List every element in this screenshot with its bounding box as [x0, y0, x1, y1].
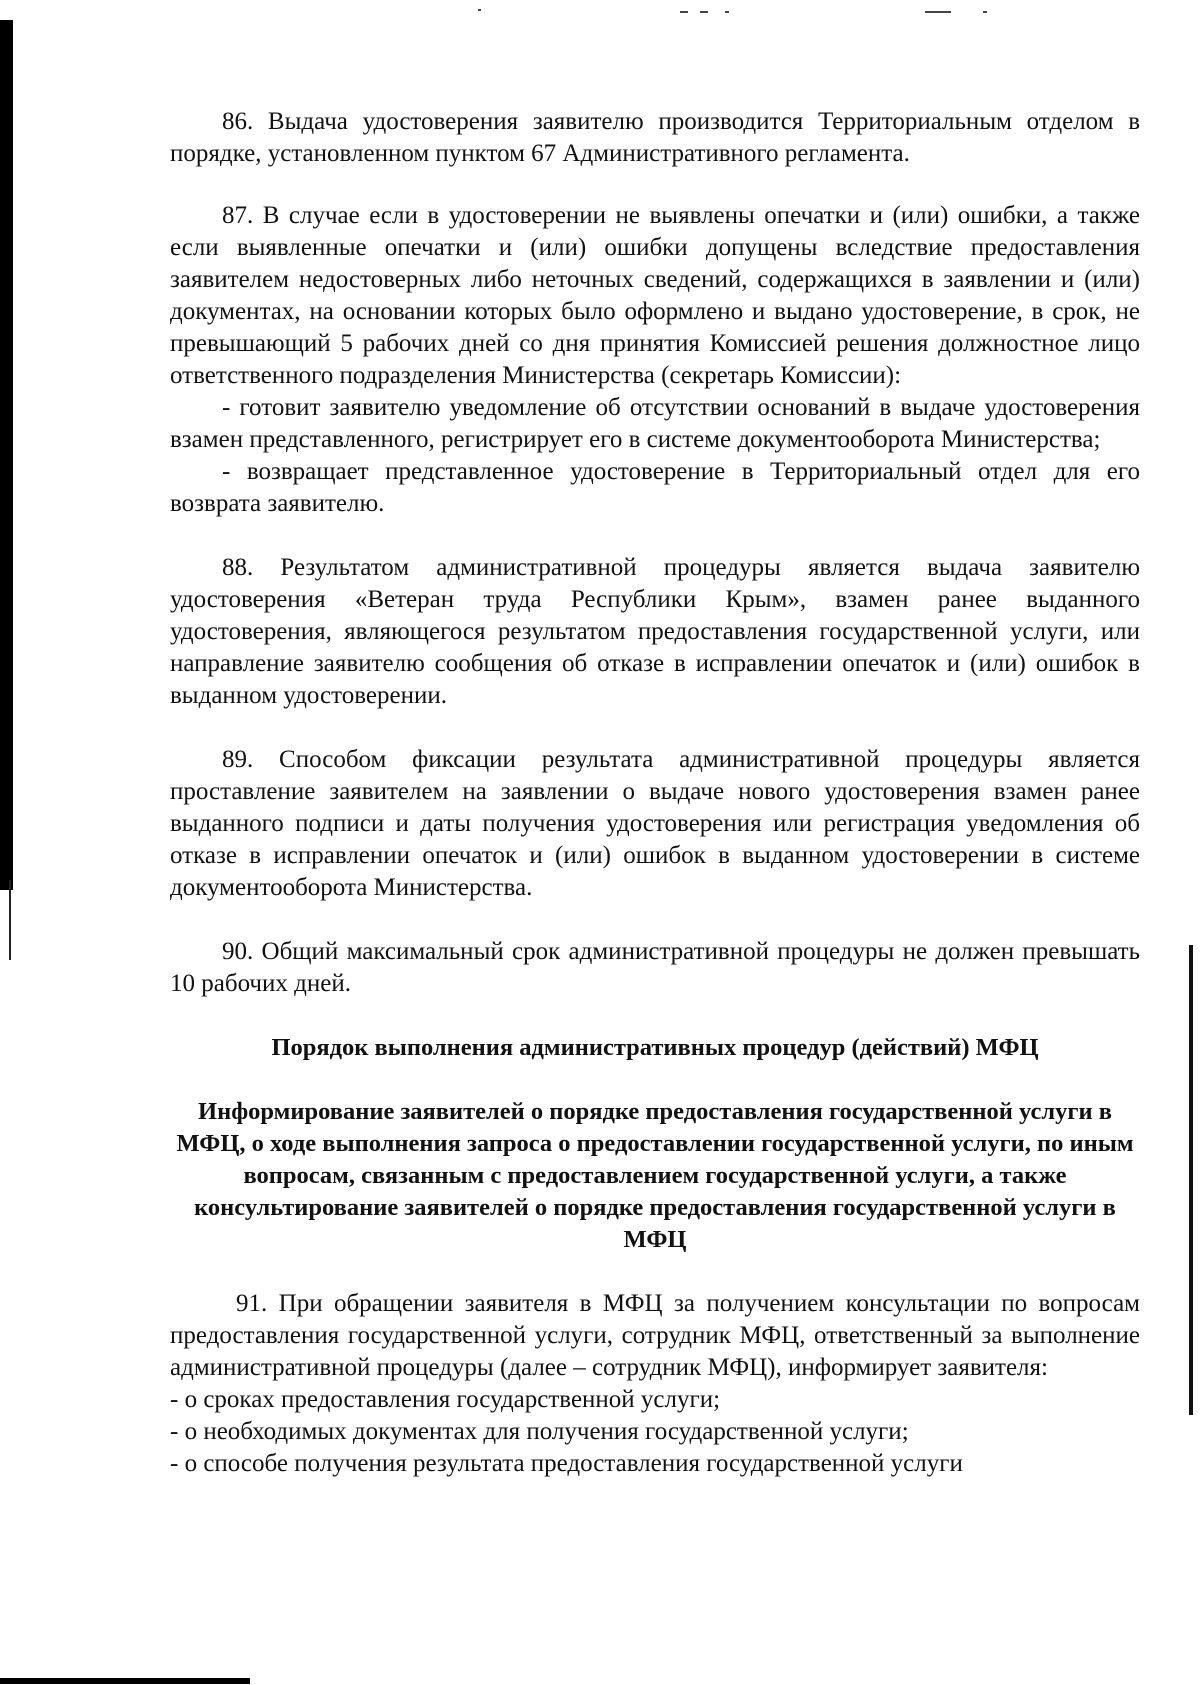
paragraph-91-item-3: - о способе получения результата предоставления государственной услуги: [170, 1450, 963, 1477]
scan-border-right: [1189, 945, 1193, 1415]
paragraph-87-item-2: - возвращает представленное удостоверение в Территориальный отдел для его возврата заявителю.: [170, 458, 1140, 517]
paragraph-89: 89. Способом фиксации результата административной процедуры является проставление заявителем на заявлении о выдаче нового удостоверения взамен ранее выданного подписи и даты получения удостоверения или регистрация уведомления об отказе в исправлении опечаток и (или) ошибок в выданном удостоверении в системе документооборота Министерства.: [170, 746, 1140, 901]
scan-speck: [680, 11, 688, 13]
scan-speck: [700, 11, 708, 13]
paragraph-91: 91. При обращении заявителя в МФЦ за получением консультации по вопросам предоставления государственной услуги, сотрудник МФЦ, ответственный за выполнение административной процедуры (далее – сотрудник МФЦ), информирует заявителя:: [170, 1290, 1140, 1381]
scan-border-left: [0, 20, 13, 890]
paragraph-90: 90. Общий максимальный срок административной процедуры не должен превышать 10 рабочих дней.: [170, 938, 1140, 997]
scan-speck: [478, 9, 481, 11]
spacer: [170, 1256, 1140, 1288]
spacer: [170, 1000, 1140, 1032]
document-body: [170, 106, 1140, 1480]
spacer: [170, 520, 1140, 552]
paragraph-86: 86. Выдача удостоверения заявителю производится Территориальным отделом в порядке, установленном пунктом 67 Административного регламента.: [170, 108, 1140, 167]
paragraph-88: 88. Результатом административной процедуры является выдача заявителю удостоверения «Ветеран труда Республики Крым», взамен ранее выданного удостоверения, являющегося результатом предоставления государственной услуги, или направление заявителю сообщения об отказе в исправлении опечаток и (или) ошибок в выданном удостоверении.: [170, 554, 1140, 709]
section-heading: Порядок выполнения административных процедур (действий) МФЦ: [271, 1034, 1039, 1061]
paragraph-91-item-1: - о сроках предоставления государственной услуги;: [170, 1386, 721, 1413]
spacer: [170, 170, 1140, 200]
spacer: [170, 712, 1140, 744]
spacer: [170, 904, 1140, 936]
scan-line-left: [9, 880, 11, 960]
scan-speck: [925, 11, 951, 13]
paragraph-91-item-2: - о необходимых документах для получения государственной услуги;: [170, 1418, 909, 1445]
paragraph-87-item-1: - готовит заявителю уведомление об отсутствии оснований в выдаче удостоверения взамен представленного, регистрирует его в системе документооборота Министерства;: [170, 394, 1140, 453]
scan-speck: [983, 11, 987, 13]
spacer: [170, 1064, 1140, 1096]
subsection-heading: Информирование заявителей о порядке предоставления государственной услуги в МФЦ, о ходе выполнения запроса о предоставлении государственной услуги, по иным вопросам, связанным с предоставлением государственной услуги, а также консультирование заявителей о порядке предоставления государственной услуги в МФЦ: [176, 1098, 1134, 1253]
scan-border-bottom: [0, 1678, 250, 1684]
scan-speck: [725, 11, 729, 13]
paragraph-87: 87. В случае если в удостоверении не выявлены опечатки и (или) ошибки, а также если выявленные опечатки и (или) ошибки допущены вследствие предоставления заявителем недостоверных либо неточных сведений, содержащихся в заявлении и (или) документах, на основании которых было оформлено и выдано удостоверение, в срок, не превышающий 5 рабочих дней со дня принятия Комиссией решения должностное лицо ответственного подразделения Министерства (секретарь Комиссии):: [170, 202, 1140, 389]
